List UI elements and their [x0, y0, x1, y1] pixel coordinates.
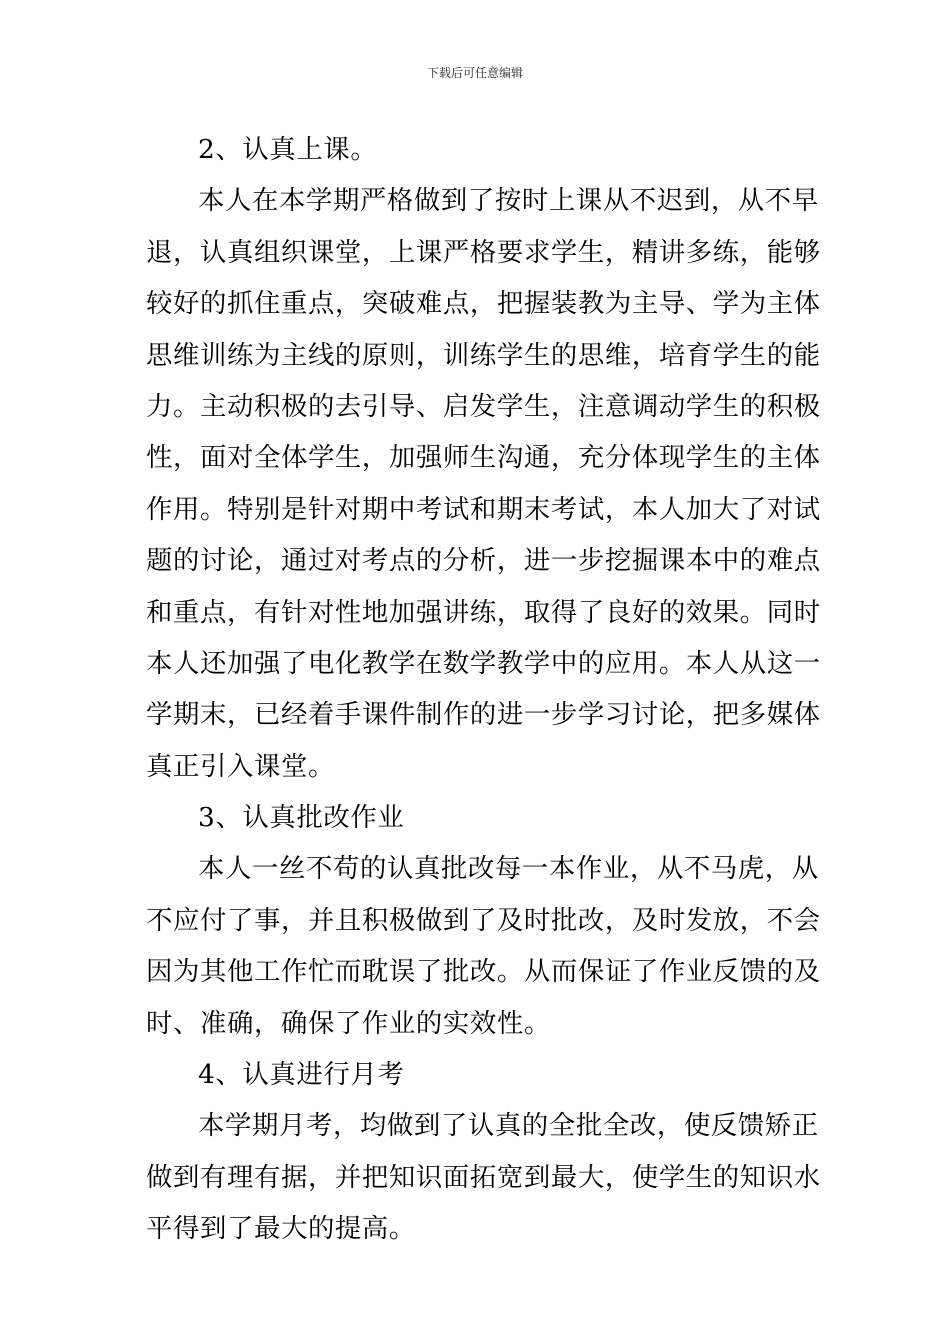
page-header: 下载后可任意编辑	[426, 66, 523, 80]
paragraph-line: 本人在本学期严格做到了按时上课从不迟到，从不早	[198, 185, 819, 217]
paragraph-line: 平得到了最大的提高。	[146, 1213, 416, 1245]
paragraph-line: 学期末，已经着手课件制作的进一步学习讨论，把多媒体	[146, 699, 821, 731]
section-heading: 3、认真批改作业	[198, 802, 405, 834]
paragraph-line: 本人还加强了电化教学在数学教学中的应用。本人从这一	[146, 647, 821, 679]
paragraph-line: 作用。特别是针对期中考试和期末考试，本人加大了对试	[146, 493, 821, 525]
section-heading: 4、认真进行月考	[198, 1059, 405, 1091]
paragraph-line: 题的讨论，通过对考点的分析，进一步挖掘课本中的难点	[146, 545, 821, 577]
paragraph-line: 思维训练为主线的原则，训练学生的思维，培育学生的能	[146, 339, 821, 371]
paragraph-line: 性，面对全体学生，加强师生沟通，充分体现学生的主体	[146, 442, 821, 474]
paragraph-line: 和重点，有针对性地加强讲练，取得了良好的效果。同时	[146, 596, 821, 628]
paragraph-line: 较好的抓住重点，突破难点，把握装教为主导、学为主体	[146, 288, 821, 320]
paragraph-line: 力。主动积极的去引导、启发学生，注意调动学生的积极	[146, 390, 821, 422]
paragraph-line: 退，认真组织课堂，上课严格要求学生，精讲多练，能够	[146, 236, 821, 268]
paragraph-line: 不应付了事，并且积极做到了及时批改，及时发放，不会	[146, 904, 821, 936]
section-heading: 2、认真上课。	[198, 134, 378, 165]
paragraph-line: 时、准确，确保了作业的实效性。	[146, 1007, 551, 1039]
paragraph-line: 因为其他工作忙而耽误了批改。从而保证了作业反馈的及	[146, 956, 821, 988]
paragraph-line: 本人一丝不苟的认真批改每一本作业，从不马虎，从	[198, 853, 819, 885]
paragraph-line: 做到有理有据，并把知识面拓宽到最大，使学生的知识水	[146, 1161, 821, 1193]
document-body	[146, 124, 821, 1255]
paragraph-line: 真正引入课堂。	[146, 750, 335, 782]
paragraph-line: 本学期月考，均做到了认真的全批全改，使反馈矫正	[198, 1110, 819, 1142]
